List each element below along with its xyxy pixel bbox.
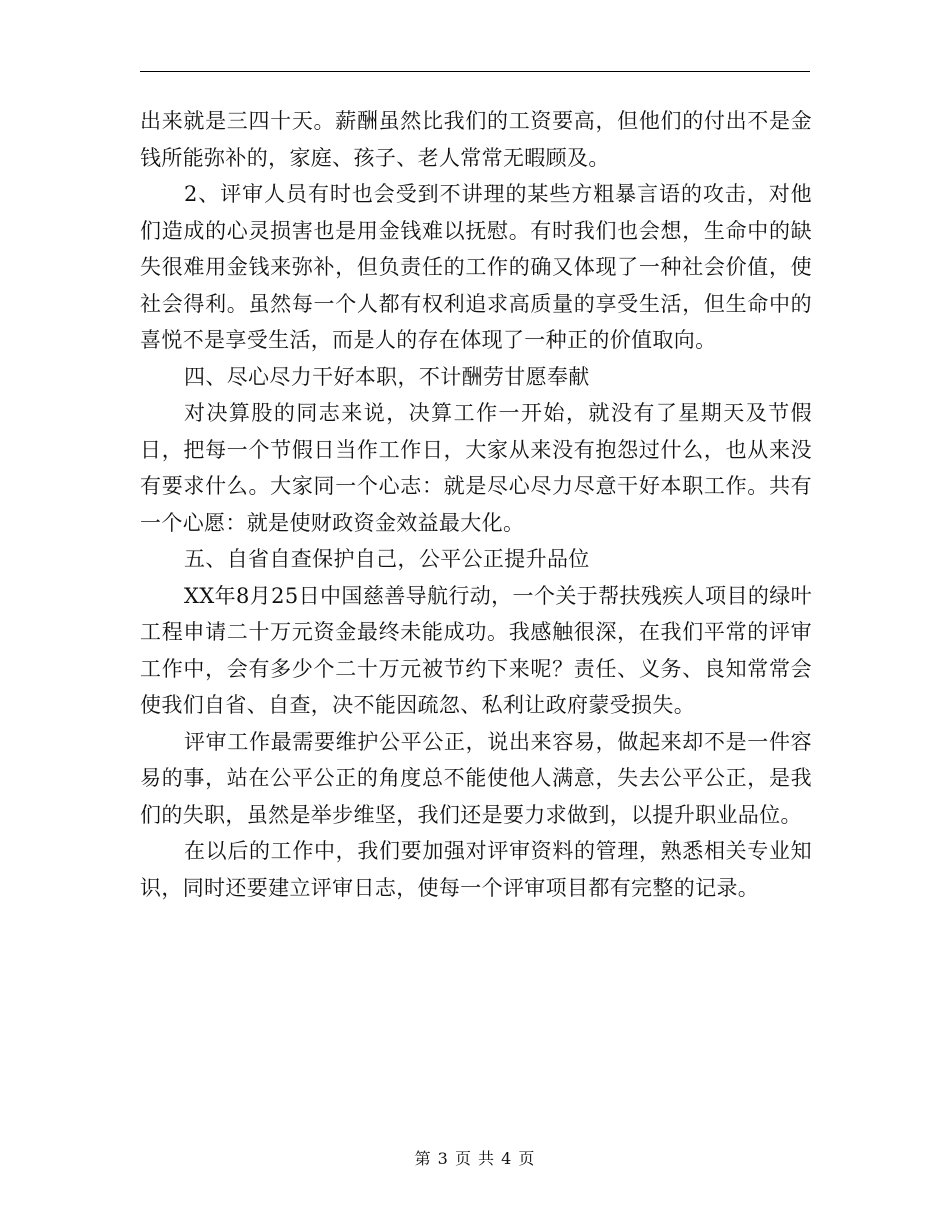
- paragraph-1: 出来就是三四十天。薪酬虽然比我们的工资要高，但他们的付出不是金钱所能弥补的，家庭、孩子、老人常常无暇顾及。: [140, 109, 812, 170]
- document-body: [140, 103, 812, 906]
- page-number-label: 第 3 页 共 4 页: [414, 1149, 536, 1168]
- paragraph-2: 2、评审人员有时也会受到不讲理的某些方粗暴言语的攻击，对他们造成的心灵损害也是用金钱难以抚慰。有时我们也会想，生命中的缺失很难用金钱来弥补，但负责任的工作的确又体现了一种社会价值，使社会得利。虽然每一个人都有权利追求高质量的享受生活，但生命中的喜悦不是享受生活，而是人的存在体现了一种正的价值取向。: [140, 182, 812, 352]
- section-heading-4: 四、尽心尽力干好本职，不计酬劳甘愿奉献: [184, 364, 590, 389]
- section-heading-5: 五、自省自查保护自己，公平公正提升品位: [184, 547, 590, 571]
- paragraph-6: 在以后的工作中，我们要加强对评审资料的管理，熟悉相关专业知识，同时还要建立评审日志，使每一个评审项目都有完整的记录。: [140, 839, 812, 900]
- paragraph-4: XX年8月25日中国慈善导航行动，一个关于帮扶残疾人项目的绿叶工程申请二十万元资金最终未能成功。我感触很深，在我们平常的评审工作中，会有多少个二十万元被节约下来呢？责任、义务、良知常常会使我们自省、自查，决不能因疏忽、私利让政府蒙受损失。: [140, 583, 812, 717]
- paragraph-3: 对决算股的同志来说，决算工作一开始，就没有了星期天及节假日，把每一个节假日当作工作日，大家从来没有抱怨过什么，也从来没有要求什么。大家同一个心志：就是尽心尽力尽意干好本职工作。共有一个心愿：就是使财政资金效益最大化。: [140, 401, 812, 535]
- page-footer: [0, 1146, 950, 1169]
- header-rule: [140, 71, 810, 72]
- paragraph-5: 评审工作最需要维护公平公正，说出来容易，做起来却不是一件容易的事，站在公平公正的角度总不能使他人满意，失去公平公正，是我们的失职，虽然是举步维坚，我们还是要力求做到，以提升职业品位。: [140, 729, 812, 827]
